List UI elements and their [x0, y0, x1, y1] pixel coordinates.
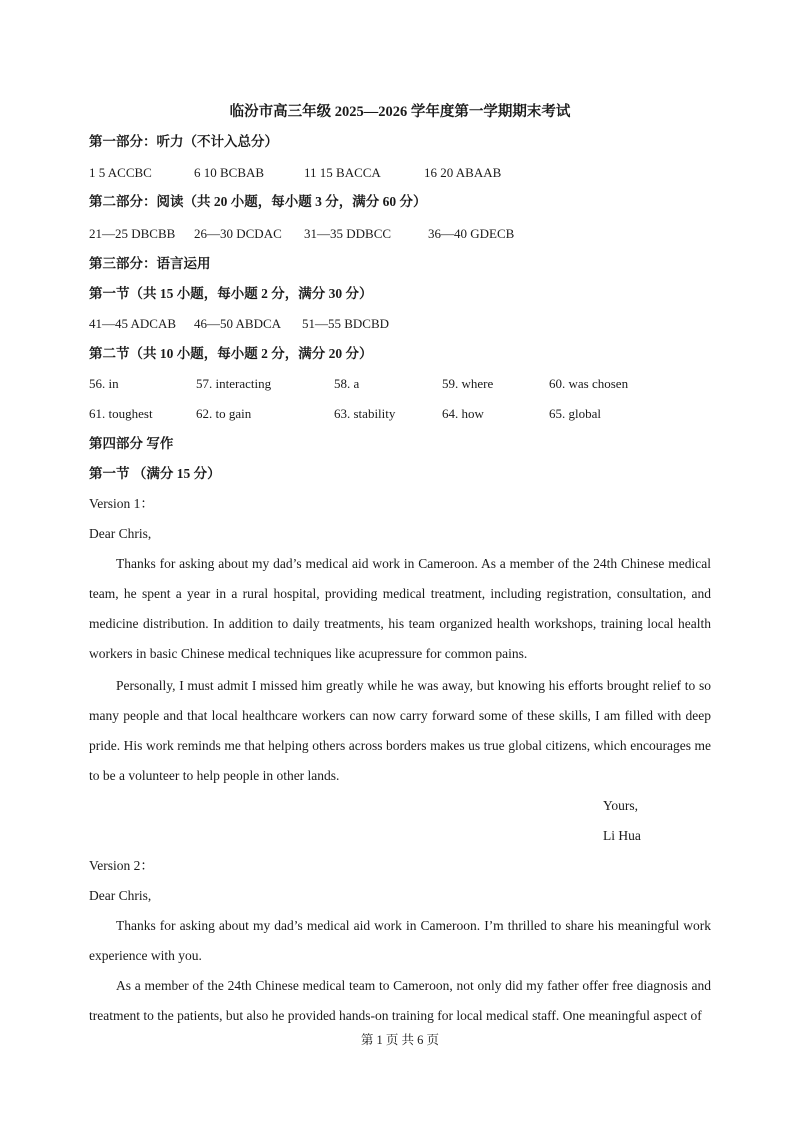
- fill-answer: 58. a: [334, 376, 360, 391]
- part2-answer: 26—30 DCDAC: [194, 226, 282, 241]
- fill-answer: 64. how: [442, 406, 484, 421]
- version1-signature: Li Hua: [603, 828, 641, 843]
- part3-section1-heading: 第一节（共 15 小题，每小题 2 分，满分 30 分）: [89, 286, 373, 301]
- fill-answer: 63. stability: [334, 406, 396, 421]
- part1-answer: 6 10 BCBAB: [194, 165, 265, 180]
- part4-section1-heading: 第一节 （满分 15 分）: [89, 466, 221, 481]
- version1-closing: Yours,: [603, 798, 639, 813]
- version2-salutation: Dear Chris,: [89, 888, 152, 903]
- part3-section1-answer: 41—45 ADCAB: [89, 316, 177, 331]
- fill-answer: 59. where: [442, 376, 494, 391]
- part1-heading: 第一部分：听力（不计入总分）: [89, 134, 278, 149]
- fill-answer: 57. interacting: [196, 376, 272, 391]
- version2-paragraph-1: Thanks for asking about my dad’s medical aid work in Cameroon. I’m thrilled to share his meaningful work experience with you.: [89, 918, 711, 963]
- part1-answer: 1 5 ACCBC: [89, 165, 152, 180]
- part3-section1-answer: 46—50 ABDCA: [194, 316, 282, 331]
- version1-paragraph-2: Personally, I must admit I missed him greatly while he was away, but knowing his efforts brought relief to so many people and that local healthcare workers can now carry forward some of these skills, I am filled with deep pride. His work reminds me that helping others across borders makes us true global citizens, which encourages me to be a volunteer to help people in other lands.: [89, 678, 711, 783]
- part1-answer: 11 15 BACCA: [304, 165, 381, 180]
- fill-answer: 56. in: [89, 376, 119, 391]
- version1-label: Version 1：: [89, 496, 154, 511]
- fill-answer: 60. was chosen: [549, 376, 629, 391]
- version1-paragraph-1: Thanks for asking about my dad’s medical aid work in Cameroon. As a member of the 24th Chinese medical team, he spent a year in a rural hospital, providing medical treatment, including registration, consultation, and medicine distribution. In addition to daily treatments, his team organized health workshops, training local health workers in basic Chinese medical techniques like acupressure for common pains.: [89, 556, 711, 661]
- part2-answer: 21—25 DBCBB: [89, 226, 176, 241]
- part2-answer: 36—40 GDECB: [428, 226, 515, 241]
- version2-label: Version 2：: [89, 858, 154, 873]
- version1-salutation: Dear Chris,: [89, 526, 152, 541]
- fill-answer: 65. global: [549, 406, 601, 421]
- part4-heading: 第四部分 写作: [89, 436, 174, 451]
- fill-answer: 62. to gain: [196, 406, 252, 421]
- part3-heading: 第三部分：语言运用: [89, 256, 211, 271]
- part3-section2-heading: 第二节（共 10 小题，每小题 2 分，满分 20 分）: [89, 346, 373, 361]
- fill-answer: 61. toughest: [89, 406, 153, 421]
- version2-paragraph-2: As a member of the 24th Chinese medical team to Cameroon, not only did my father offer free diagnosis and treatment to the patients, but also he provided hands-on training for local medical staff. One meaningful aspect of: [89, 978, 711, 1023]
- part2-heading: 第二部分：阅读（共 20 小题，每小题 3 分，满分 60 分）: [89, 194, 427, 209]
- part3-section1-answer: 51—55 BDCBD: [302, 316, 390, 331]
- page-footer: 第 1 页 共 6 页: [360, 1033, 440, 1047]
- page-title: 临汾市高三年级 2025—2026 学年度第一学期期末考试: [229, 104, 571, 120]
- part1-answer: 16 20 ABAAB: [424, 165, 502, 180]
- part2-answer: 31—35 DDBCC: [304, 226, 392, 241]
